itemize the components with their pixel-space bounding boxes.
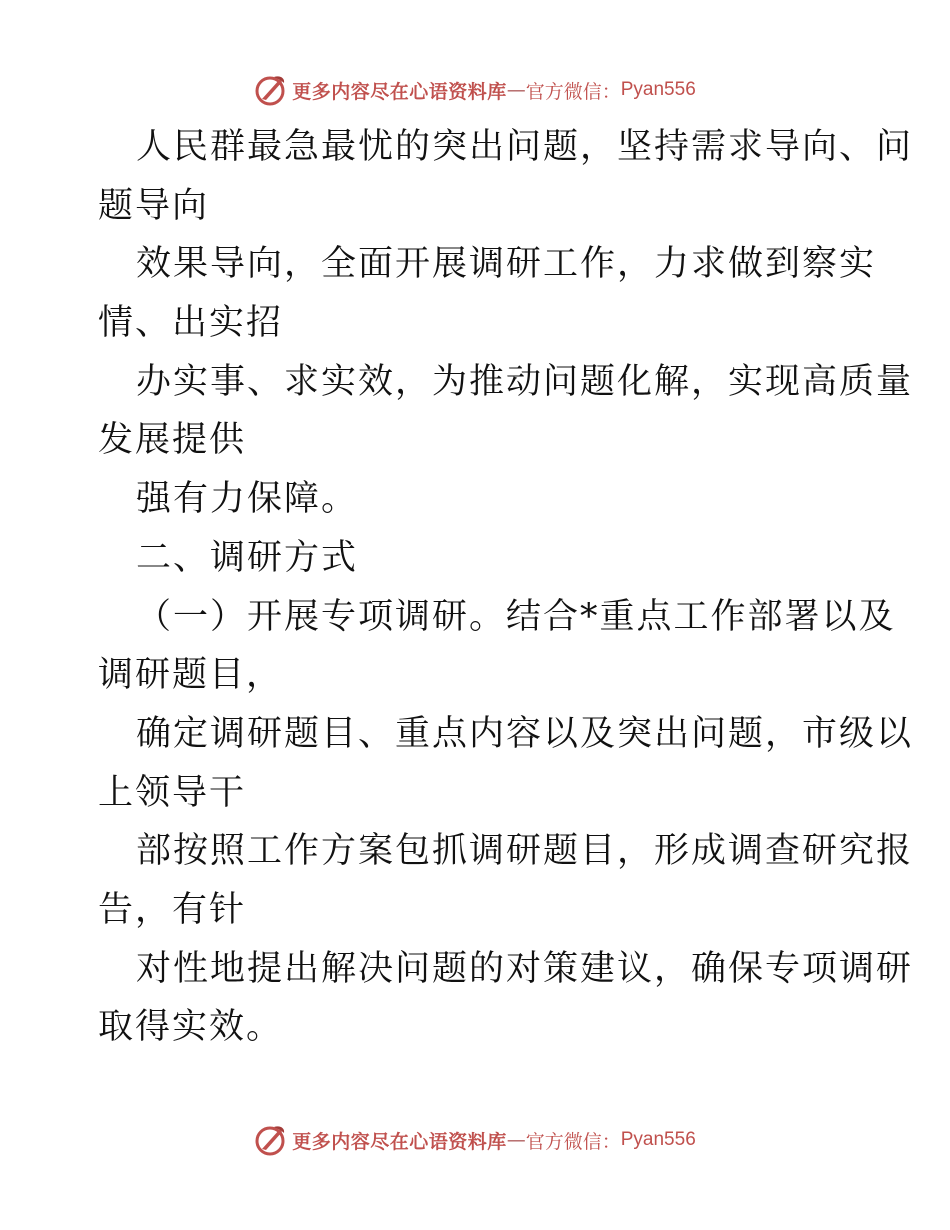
paragraph-line: 办实事、求实效，为推动问题化解，实现高质量: [136, 361, 914, 402]
paragraph-line: 人民群最急最忧的突出问题，坚持需求导向、问: [136, 127, 914, 167]
paragraph-line: 对性地提出解决问题的对策建议，确保专项调研: [136, 948, 914, 989]
paragraph-line: 效果导向，全面开展调研工作，力求做到察实: [136, 244, 877, 285]
paragraph-line: 调研题目，: [98, 655, 284, 696]
section-heading: 二、调研方式: [136, 537, 359, 578]
paragraph-line: 确定调研题目、重点内容以及突出问题，市级以: [136, 713, 914, 754]
paragraph-line: 上领导干: [98, 772, 247, 813]
banner-separator: —: [506, 1129, 526, 1151]
header-banner: [0, 70, 950, 110]
banner-wechat-label: 官方微信：: [525, 80, 621, 103]
banner-separator: —: [506, 79, 526, 101]
footer-banner: [0, 1120, 950, 1160]
feather-pen-icon: [254, 73, 288, 107]
paragraph-line: 题导向: [98, 185, 210, 226]
banner-wechat-label: 官方微信：: [525, 1130, 621, 1153]
paragraph-line: 情、出实招: [98, 303, 284, 344]
feather-pen-icon: [254, 1123, 288, 1157]
banner-main-text: 更多内容尽在心语资料库: [292, 1130, 507, 1153]
paragraph-line: （一）开展专项调研。结合*重点工作部署以及: [136, 596, 896, 637]
paragraph-line: 告，有针: [98, 889, 247, 930]
paragraph-line: 发展提供: [98, 420, 247, 461]
banner-main-text: 更多内容尽在心语资料库: [292, 80, 507, 103]
paragraph-line: 强有力保障。: [136, 479, 359, 520]
banner-wechat-id: Pyan556: [620, 79, 696, 100]
paragraph-line: 部按照工作方案包抓调研题目，形成调查研究报: [136, 831, 914, 872]
banner-wechat-id: Pyan556: [620, 1129, 696, 1150]
paragraph-line: 取得实效。: [98, 1007, 284, 1048]
document-body: [98, 118, 914, 1057]
